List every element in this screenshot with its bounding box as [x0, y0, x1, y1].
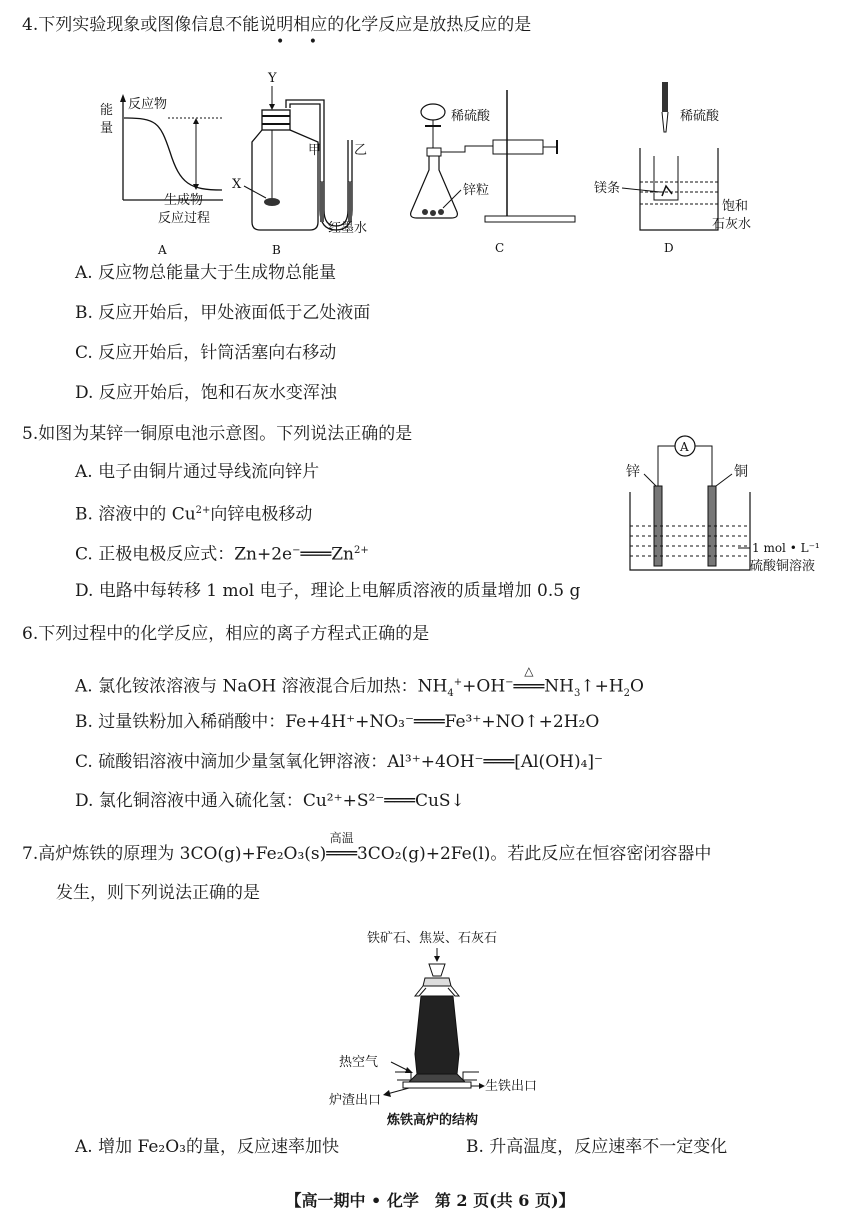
- fig-b-y: Y: [268, 71, 277, 86]
- fig-a-ylabel-top: 能: [100, 103, 114, 118]
- q4-option-d: D. 反应开始后，饱和石灰水变浑浊: [75, 383, 337, 403]
- fig-b-caption: B: [272, 243, 281, 257]
- q5-option-c: C. 正极电极反应式：$Zn+2e^-═══Zn^{2+}$: [75, 544, 369, 565]
- q6-stem: 6.下列过程中的化学反应，相应的离子方程式正确的是: [22, 624, 430, 644]
- q4-figure-b: [228, 70, 368, 265]
- fig-a-product: 生成物: [164, 193, 204, 208]
- fig-c-zinc: 锌粒: [463, 183, 490, 198]
- iron-outlet-label: 生铁出口: [485, 1079, 538, 1094]
- concentration-label: 1 mol • L⁻¹: [752, 541, 820, 555]
- q6-option-d: D. 氯化铜溶液中通入硫化氢：Cu²⁺+S²⁻═══CuS↓: [75, 791, 465, 811]
- q5-stem: 5.如图为某锌一铜原电池示意图。下列说法正确的是: [22, 424, 413, 444]
- fig-a-xlabel: 反应过程: [158, 211, 211, 226]
- fig-b-x: X: [232, 177, 242, 192]
- q4-figure-c: [405, 90, 585, 265]
- q6-option-b: B. 过量铁粉加入稀硝酸中：Fe+4H⁺+NO₃⁻═══Fe³⁺+NO↑+2H₂O: [75, 712, 600, 732]
- fig-b-yi: 乙: [354, 143, 368, 158]
- furnace-caption: 炼铁高炉的结构: [387, 1113, 479, 1128]
- q6-option-a: A. 氯化铵浓溶液与 NaOH 溶液混合后加热：$NH_4^++OH^-$ △ $═══NH_3↑+H_2O$: [75, 663, 644, 700]
- q4-option-a: A. 反应物总能量大于生成物总能量: [75, 263, 337, 283]
- q5-option-d: D. 电路中每转移 1 mol 电子，理论上电解质溶液的质量增加 0.5 g: [75, 581, 581, 601]
- page-footer: 【高一期中 • 化学 第 2 页(共 6 页)】: [285, 1191, 575, 1210]
- q5-cell-figure: [610, 430, 830, 580]
- fig-d-mg: 镁条: [594, 181, 621, 196]
- fig-c-acid: 稀硫酸: [451, 109, 491, 124]
- furnace-top-label: 铁矿石、焦炭、石灰石: [367, 931, 498, 946]
- fig-c-caption: C: [495, 241, 505, 255]
- fig-d-acid: 稀硫酸: [680, 109, 720, 124]
- q4-option-c: C. 反应开始后，针筒活塞向右移动: [75, 343, 337, 363]
- copper-label: 铜: [734, 464, 748, 480]
- fig-b-liquid: 红墨水: [328, 221, 368, 236]
- q5-option-a: A. 电子由铜片通过导线流向锌片: [75, 462, 320, 482]
- q4-figure-d: [592, 82, 762, 264]
- q4-emphasis-dots: • •: [276, 34, 327, 50]
- q4-stem: 4.下列实验现象或图像信息不能说明相应的化学反应是放热反应的是: [22, 15, 532, 35]
- fig-d-lime2: 石灰水: [712, 217, 752, 232]
- q7-stem: 7.高炉炼铁的原理为 3CO(g)+Fe₂O₃(s) 高温 ═══3CO₂(g)+2Fe(l)。若此反应在恒容密闭容器中: [22, 831, 712, 864]
- q4-figure-a: [98, 92, 228, 267]
- q4-option-b: B. 反应开始后，甲处液面低于乙处液面: [75, 303, 371, 323]
- hot-air-label: 热空气: [339, 1055, 379, 1070]
- q7-option-b: B. 升高温度，反应速率不一定变化: [466, 1137, 728, 1157]
- solution-label: 硫酸铜溶液: [750, 559, 816, 574]
- fig-a-reactant: 反应物: [128, 97, 168, 112]
- q7-furnace-figure: [325, 924, 555, 1132]
- zinc-label: 锌: [626, 464, 640, 480]
- fig-d-lime1: 饱和: [722, 199, 749, 214]
- q7-option-a: A. 增加 Fe₂O₃的量，反应速率加快: [75, 1137, 339, 1157]
- q6-option-c: C. 硫酸铝溶液中滴加少量氢氧化钾溶液：Al³⁺+4OH⁻═══[Al(OH)₄]⁻: [75, 752, 604, 772]
- q7-stem-line2: 发生，则下列说法正确的是: [56, 883, 260, 903]
- fig-b-jia: 甲: [308, 143, 322, 158]
- q5-option-b: B. 溶液中的 $Cu^{2+}$向锌电极移动: [75, 504, 313, 525]
- fig-d-caption: D: [664, 241, 674, 255]
- fig-a-ylabel-bottom: 量: [100, 121, 114, 136]
- fig-a-caption: A: [158, 243, 167, 257]
- ammeter-label: A: [680, 440, 689, 454]
- slag-outlet-label: 炉渣出口: [329, 1093, 382, 1108]
